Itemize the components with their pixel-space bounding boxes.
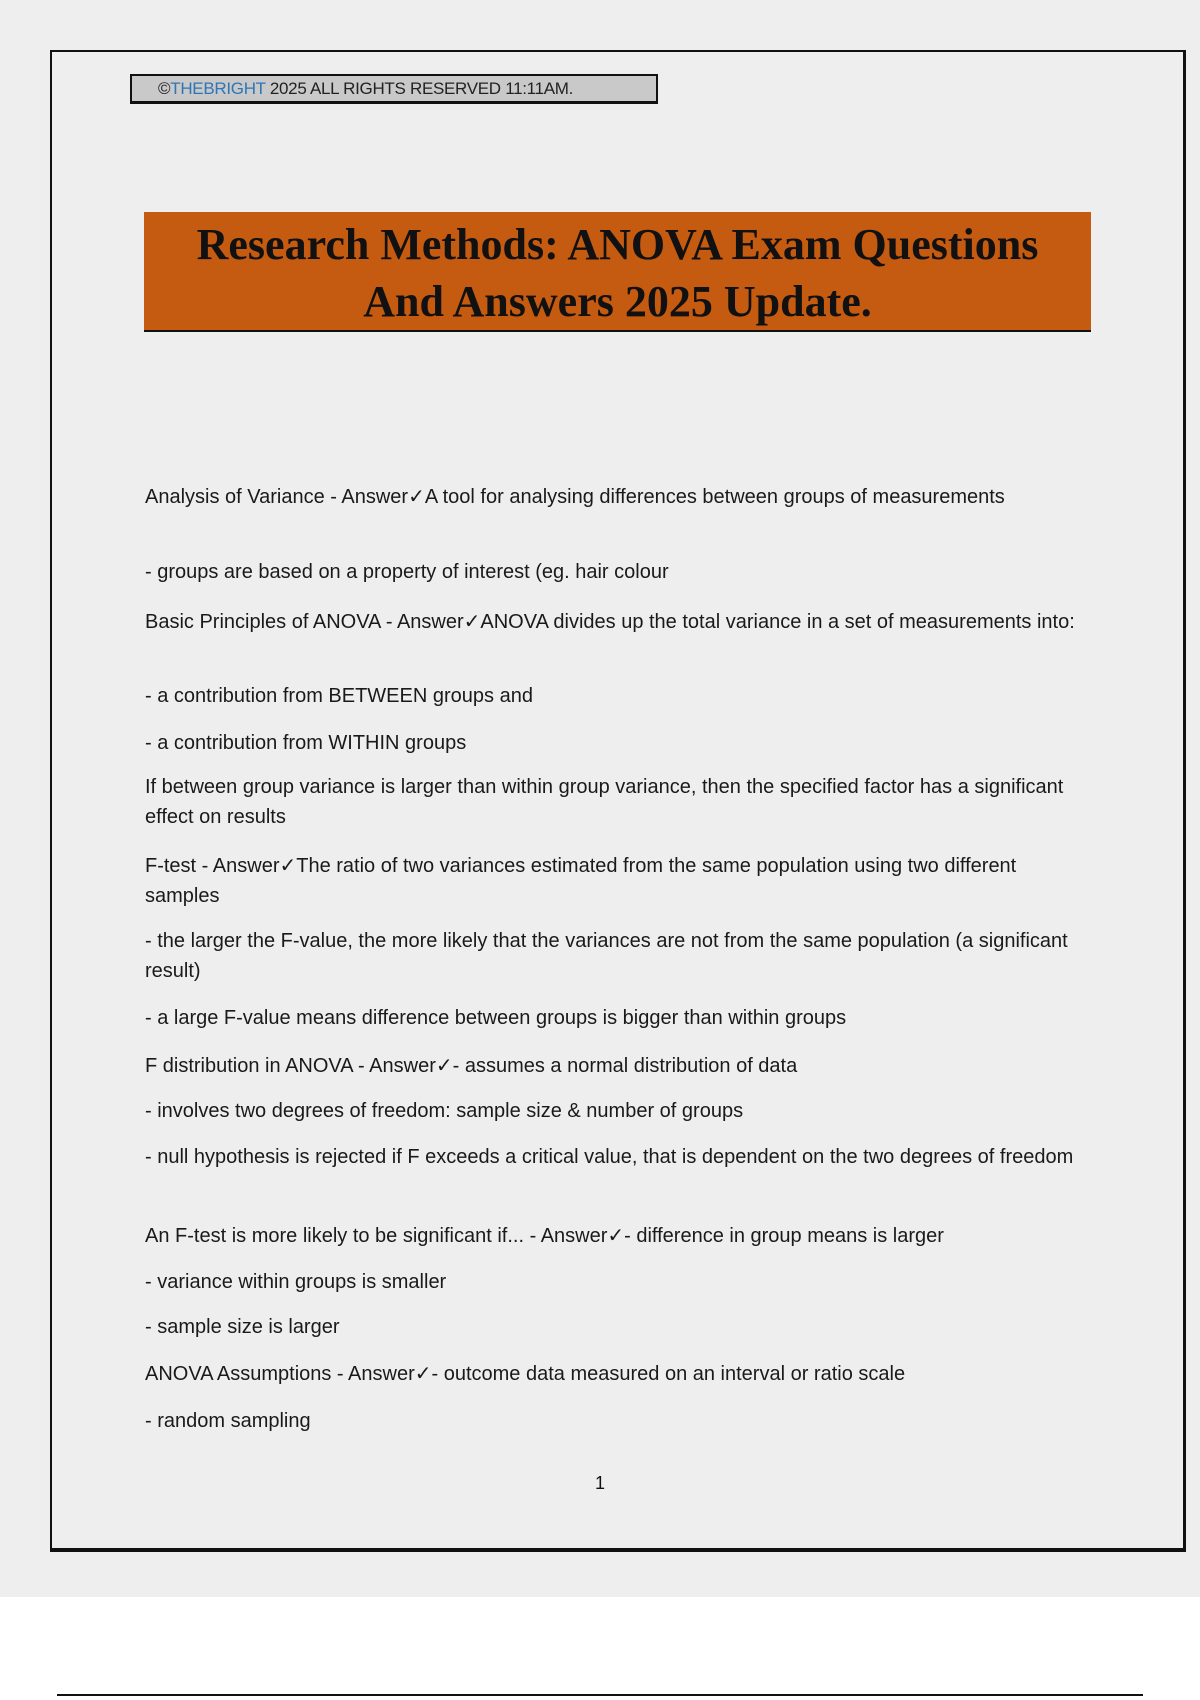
paragraph: F-test - Answer✓The ratio of two variances estimated from the same population using two different samples	[145, 855, 1017, 907]
paragraph: Basic Principles of ANOVA - Answer✓ANOVA divides up the total variance in a set of measurements into:	[145, 611, 1075, 633]
copyright-header	[130, 74, 658, 104]
paragraph: - a large F-value means difference between groups is bigger than within groups	[145, 1007, 847, 1029]
paragraph: - null hypothesis is rejected if F exceeds a critical value, that is dependent on the two degrees of freedom	[145, 1146, 1074, 1168]
copyright-symbol: ©	[158, 79, 171, 98]
paragraph: An F-test is more likely to be significant if... - Answer✓- difference in group means is larger	[145, 1225, 944, 1247]
paragraph: - a contribution from BETWEEN groups and	[145, 685, 533, 707]
paragraph: - the larger the F-value, the more likely that the variances are not from the same population (a significant result)	[145, 930, 1068, 982]
paragraph: ANOVA Assumptions - Answer✓- outcome data measured on an interval or ratio scale	[145, 1363, 906, 1385]
copyright-text: 2025 ALL RIGHTS RESERVED 11:11AM.	[265, 79, 574, 98]
document-title	[144, 212, 1091, 332]
paragraph: - sample size is larger	[145, 1316, 340, 1338]
paragraph: F distribution in ANOVA - Answer✓- assumes a normal distribution of data	[145, 1055, 798, 1077]
paragraph: - random sampling	[145, 1410, 311, 1432]
paragraph: If between group variance is larger than within group variance, then the specified factor has a significant effect on results	[145, 776, 1064, 828]
title-line-2: And Answers 2025 Update.	[363, 277, 872, 326]
paragraph: - a contribution from WITHIN groups	[145, 732, 467, 754]
paragraph: Analysis of Variance - Answer✓A tool for analysing differences between groups of measurements	[145, 486, 1005, 508]
paragraph: - groups are based on a property of interest (eg. hair colour	[145, 561, 669, 583]
paragraph: - variance within groups is smaller	[145, 1271, 447, 1293]
paragraph: - involves two degrees of freedom: sample size & number of groups	[145, 1100, 744, 1122]
next-page-rule	[57, 1694, 1143, 1696]
title-line-1: Research Methods: ANOVA Exam Questions	[196, 220, 1039, 269]
brand-name: THEBRIGHT	[170, 79, 266, 98]
page-number: 1	[594, 1473, 606, 1493]
